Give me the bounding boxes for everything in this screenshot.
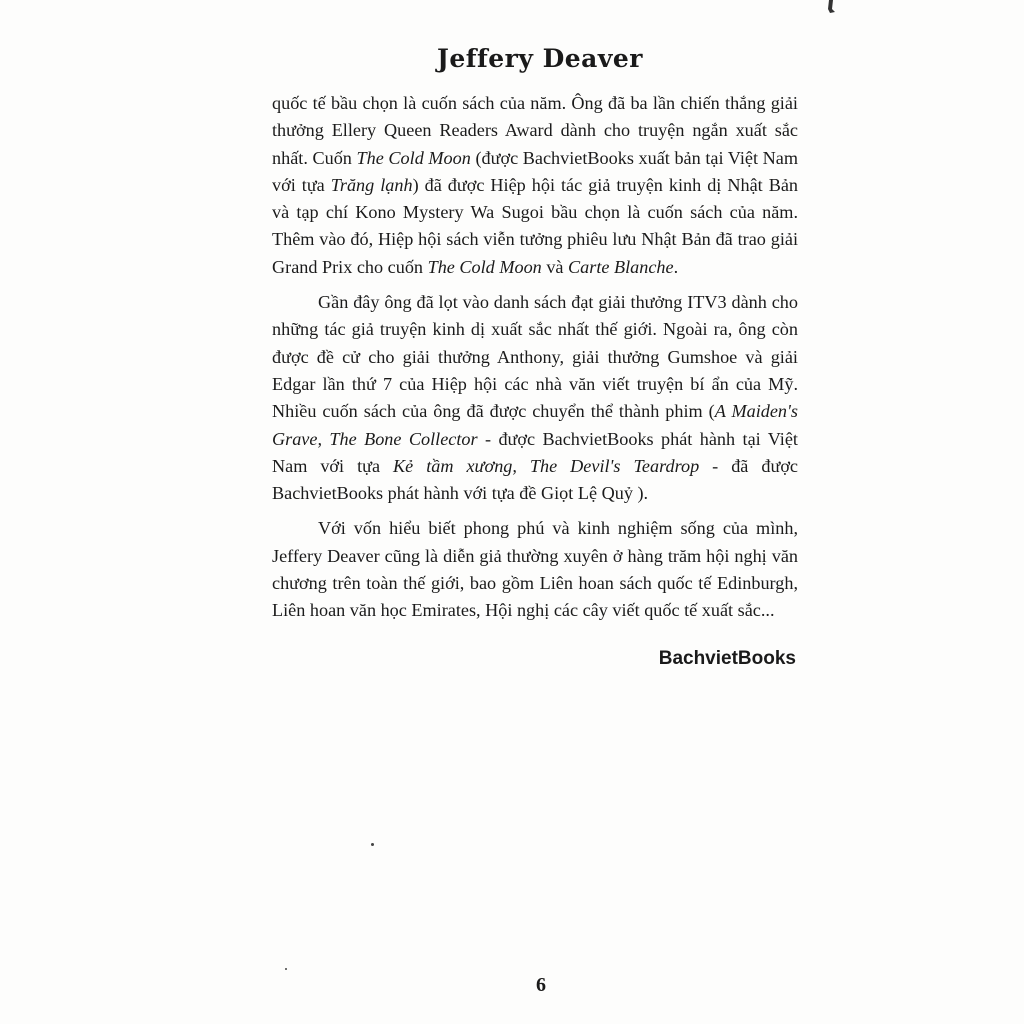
publisher-signature: BachvietBooks [658, 648, 796, 669]
italic-title-run: The Cold Moon [427, 256, 542, 277]
text-run: và [541, 256, 569, 277]
paragraph-1 [272, 90, 798, 281]
paragraph-3 [272, 515, 798, 624]
italic-title-run: Trăng lạnh [330, 174, 413, 195]
text-run: . [673, 256, 679, 277]
text-run: (được BachvietBooks xuất bản tại Việt Nam với tựa [272, 147, 798, 195]
italic-title-run: A Maiden's Grave, The Bone Collector [272, 401, 798, 449]
page-number: 6 [536, 974, 546, 996]
text-run: quốc tế bầu chọn là cuốn sách của năm. Ông đã ba lần chiến thắng giải thưởng Ellery Queen Readers Award dành cho truyện ngắn xuất sắc nhất. Cuốn [272, 93, 798, 168]
scan-speck [285, 968, 287, 970]
paragraph-2 [272, 289, 798, 507]
text-run: - được BachvietBooks phát hành tại Việt Nam với tựa [272, 428, 798, 476]
text-run: Với vốn hiểu biết phong phú và kinh nghiệm sống của mình, Jeffery Deaver cũng là diễn giả thường xuyên ở hàng trăm hội nghị văn chương trên toàn thế giới, bao gồm Liên hoan sách quốc tế Edinburgh, Liên hoan văn học Emirates, Hội nghị các cây viết quốc tế xuất sắc... [272, 518, 798, 621]
body-text [272, 90, 798, 633]
text-run: - đã được BachvietBooks phát hành với tựa đề Giọt Lệ Quỷ ). [272, 455, 799, 504]
running-head-author: Jeffery Deaver [437, 44, 643, 73]
italic-title-run: Kẻ tầm xương, The Devil's Teardrop [393, 455, 700, 476]
italic-title-run: Carte Blanche [568, 256, 674, 277]
scan-speck [371, 843, 374, 846]
text-run: Gần đây ông đã lọt vào danh sách đạt giải thưởng ITV3 dành cho những tác giả truyện kinh dị xuất sắc nhất thế giới. Ngoài ra, ông còn được đề cử cho giải thưởng Anthony, giải thưởng Gumshoe và giải Edgar lần thứ 7 của Hiệp hội các nhà văn viết truyện bí ẩn của Mỹ. Nhiều cuốn sách của ông đã được chuyển thể thành phim ( [272, 292, 798, 422]
corner-ink-mark [826, 0, 836, 14]
text-run: ) đã được Hiệp hội tác giả truyện kinh dị Nhật Bản và tạp chí Kono Mystery Wa Sugoi bầu chọn là cuốn sách của năm. Thêm vào đó, Hiệp hội sách viễn tưởng phiêu lưu Nhật Bản đã trao giải Grand Prix cho cuốn [272, 174, 798, 277]
italic-title-run: The Cold Moon [356, 147, 471, 168]
